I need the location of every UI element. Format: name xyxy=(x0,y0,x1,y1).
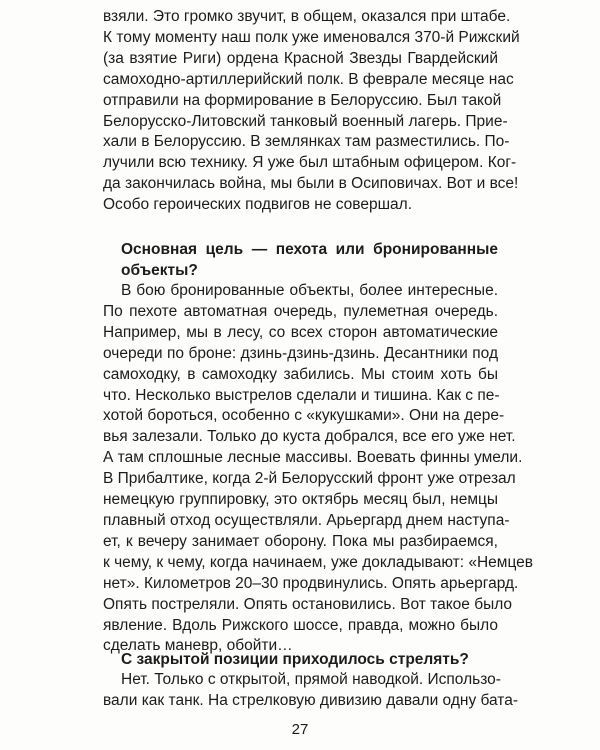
question-line: объекты? xyxy=(121,262,198,279)
text-line: (за взятие Риги) ордена Красной Звезды Гвардейский xyxy=(103,49,498,67)
text-line: А там сплошные лесные массивы. Воевать финны умели. xyxy=(103,449,523,467)
text-line: В Прибалтике, когда 2-й Белорусский фронт уже отрезал xyxy=(103,470,516,488)
text-line: вали как танк. На стрелковую дивизию давали одну бата- xyxy=(103,691,519,709)
text-line: явление. Вдоль Рижского шоссе, правда, можно было xyxy=(103,616,498,634)
text-line: сделать маневр, обойти… xyxy=(103,637,293,655)
text-line: Опять постреляли. Опять остановились. Вот такое было xyxy=(103,595,513,613)
text-line: самоходку, в самоходку забились. Мы стоим хоть бы xyxy=(103,365,498,383)
text-line: По пехоте автоматная очередь, пулеметная очередь. xyxy=(103,302,498,320)
text-line: лучили всю технику. Я уже был штабным офицером. Ког- xyxy=(103,154,517,172)
text-line: что. Несколько выстрелов сделали и тишина. Как с пе- xyxy=(103,386,500,404)
paragraph-1 xyxy=(103,7,520,216)
question-line: С закрытой позиции приходилось стрелять? xyxy=(121,651,469,668)
text-line: самоходно-артиллерийский полк. В феврале месяце нас xyxy=(103,70,514,88)
question-line: Основная цель — пехота или бронированные xyxy=(121,241,498,258)
text-line: хотой бороться, особенно с «кукушками». Они на дере- xyxy=(103,407,505,425)
text-line: да закончилась война, мы были в Осиповичах. Вот и все! xyxy=(103,175,519,193)
text-line: Особо героических подвигов не совершал. xyxy=(103,196,413,214)
text-line: отправили на формирование в Белоруссию. Был такой xyxy=(103,91,502,109)
text-line: к чему, к чему, когда начинаем, уже докладывают: «Немцев xyxy=(103,553,534,571)
paragraph-3 xyxy=(103,670,519,712)
text-line: К тому моменту наш полк уже именовался 370-й Рижский xyxy=(103,28,520,46)
question-heading-1 xyxy=(121,239,498,281)
text-line: хали в Белоруссию. В землянках там разместились. По- xyxy=(103,133,510,151)
text-line: очереди по броне: дзинь-дзинь-дзинь. Десантники под xyxy=(103,344,498,362)
page-number: 27 xyxy=(291,721,309,738)
question-heading-2 xyxy=(121,649,498,670)
text-line: Белорусско-Литовский танковый военный лагерь. Прие- xyxy=(103,112,508,130)
text-line: В бою бронированные объекты, более интересные. xyxy=(121,282,498,299)
text-line: ет, к вечеру занимает оборону. Пока мы разбираемся, xyxy=(103,532,498,550)
text-line: взяли. Это громко звучит, в общем, оказался при штабе. xyxy=(103,8,511,25)
paragraph-2 xyxy=(103,281,534,657)
text-line: Нет. Только с открытой, прямой наводкой. Использо- xyxy=(121,671,501,688)
text-line: немецкую группировку, это октябрь месяц был, немцы xyxy=(103,491,498,509)
text-line: нет». Километров 20–30 продвинулись. Опять арьергард. xyxy=(103,574,519,592)
text-line: вья залезали. Только до куста добрался, все его уже нет. xyxy=(103,428,516,446)
text-line: плавный отход осуществляли. Арьергард днем наступа- xyxy=(103,511,510,529)
text-line: Например, мы в лесу, со всех сторон автоматические xyxy=(103,323,498,341)
